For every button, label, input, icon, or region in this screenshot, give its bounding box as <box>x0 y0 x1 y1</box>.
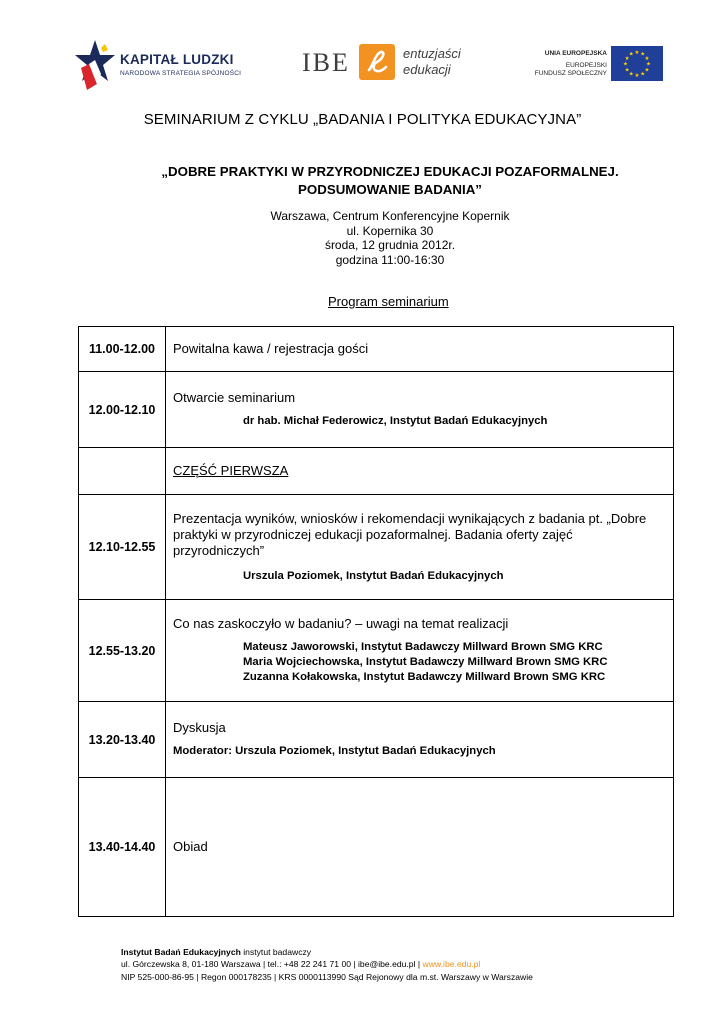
description-cell <box>166 372 674 448</box>
venue-info <box>100 209 680 267</box>
header-logos <box>0 0 725 100</box>
speaker-name: Mateusz Jaworowski, Instytut Badawczy Millward Brown SMG KRC <box>243 641 603 653</box>
footer-org-name: Instytut Badań Edukacyjnych <box>121 947 241 957</box>
eu-star-icon: ★ <box>640 71 646 78</box>
description-cell <box>166 600 674 702</box>
item-title: Co nas zaskoczyło w badaniu? – uwagi na temat realizacji <box>173 616 509 631</box>
eu-star-icon: ★ <box>634 73 640 79</box>
ibe-logo <box>302 44 472 84</box>
program-heading: Program seminarium <box>328 294 449 309</box>
description-cell <box>166 702 674 778</box>
time-cell <box>79 448 166 495</box>
time-cell: 12.55-13.20 <box>79 600 166 702</box>
eu-flag-icon <box>611 46 663 81</box>
time-cell: 13.20-13.40 <box>79 702 166 778</box>
seminar-title <box>100 163 680 199</box>
item-title: Powitalna kawa / rejestracja gości <box>173 341 369 356</box>
moderator-name: Moderator: Urszula Poziomek, Instytut Badań Edukacyjnych <box>173 745 496 757</box>
footer-address-contact: ul. Górczewska 8, 01-180 Warszawa | tel.: +48 22 241 71 00 | ibe@ibe.edu.pl | <box>121 959 423 970</box>
eu-star-icon: ★ <box>628 71 634 78</box>
footer-registry: NIP 525-000-86-95 | Regon 000178235 | KRS 0000113990 Sąd Rejonowy dla m.st. Warszawy w Warszawie <box>121 971 533 982</box>
ibe-name: IBE <box>302 48 350 77</box>
eu-text-line-2: EUROPEJSKI <box>565 62 607 69</box>
seminar-title-line-1: „DOBRE PRAKTYKI W PRZYRODNICZEJ EDUKACJI POZAFORMALNEJ. <box>161 164 619 179</box>
item-title-line: praktyki w przyrodniczej edukacji pozaformalnej. Badania oferty zajęć <box>173 526 573 542</box>
description-cell <box>166 448 674 495</box>
eu-star-icon: ★ <box>644 55 650 62</box>
table-row <box>79 495 674 600</box>
eu-star-icon: ★ <box>624 67 630 74</box>
kapital-ludzki-title: KAPITAŁ LUDZKI <box>120 52 234 67</box>
table-row <box>79 702 674 778</box>
description-cell <box>166 327 674 372</box>
kapital-ludzki-star-icon <box>75 38 115 90</box>
eu-text-line-1: UNIA EUROPEJSKA <box>544 50 607 57</box>
eu-logo <box>530 46 665 82</box>
ibe-tagline-line-2: edukacji <box>403 62 451 77</box>
eu-star-icon: ★ <box>624 55 630 62</box>
venue-line: środa, 12 grudnia 2012r. <box>324 238 456 252</box>
speaker-name: Zuzanna Kołakowska, Instytut Badawczy Millward Brown SMG KRC <box>243 671 606 683</box>
item-title: Dyskusja <box>173 720 226 735</box>
eu-star-icon: ★ <box>628 51 634 58</box>
description-cell <box>166 495 674 600</box>
footer-line-2 <box>121 958 533 970</box>
venue-line: ul. Kopernika 30 <box>346 223 434 238</box>
eu-star-icon: ★ <box>623 61 628 68</box>
item-title-line: przyrodniczych” <box>173 542 265 558</box>
eu-star-icon: ★ <box>634 50 640 56</box>
item-title: Otwarcie seminarium <box>173 390 296 405</box>
table-row <box>79 778 674 917</box>
schedule-table <box>78 326 674 917</box>
ibe-mark-icon <box>359 44 395 80</box>
part-label: CZĘŚĆ PIERWSZA <box>173 463 289 478</box>
time-cell: 13.40-14.40 <box>79 778 166 917</box>
speaker-name: Maria Wojciechowska, Instytut Badawczy Millward Brown SMG KRC <box>243 656 608 668</box>
kapital-ludzki-subtitle: NARODOWA STRATEGIA SPÓJNOŚCI <box>120 70 242 77</box>
item-title-line: Prezentacja wyników, wniosków i rekomendacji wynikających z badania pt. „Dobre <box>173 510 647 526</box>
footer-line-1 <box>121 946 533 958</box>
ibe-tagline-line-1: entuzjaści <box>403 46 461 61</box>
eu-star-icon: ★ <box>646 61 651 68</box>
footer <box>121 946 533 983</box>
eu-star-icon: ★ <box>644 67 650 74</box>
footer-website-link[interactable]: www.ibe.edu.pl <box>422 959 481 970</box>
footer-org-type: instytut badawczy <box>240 947 312 957</box>
table-row <box>79 372 674 448</box>
kapital-ludzki-logo <box>75 38 245 90</box>
item-title: Obiad <box>173 839 208 854</box>
table-row <box>79 327 674 372</box>
eu-text-line-3: FUNDUSZ SPOŁECZNY <box>534 70 607 77</box>
venue-line: Warszawa, Centrum Konferencyjne Kopernik <box>270 209 510 223</box>
time-cell: 12.00-12.10 <box>79 372 166 448</box>
description-cell <box>166 778 674 917</box>
seminar-title-line-2: PODSUMOWANIE BADANIA” <box>298 182 482 197</box>
speaker-name: dr hab. Michał Federowicz, Instytut Badań Edukacyjnych <box>243 415 548 427</box>
venue-line: godzina 11:00-16:30 <box>335 252 445 267</box>
time-cell: 11.00-12.00 <box>79 327 166 372</box>
eu-star-icon: ★ <box>640 51 646 58</box>
series-title: SEMINARIUM Z CYKLU „BADANIA I POLITYKA EDUKACYJNA” <box>143 111 582 128</box>
time-cell: 12.10-12.55 <box>79 495 166 600</box>
table-row <box>79 600 674 702</box>
table-row <box>79 448 674 495</box>
speaker-name: Urszula Poziomek, Instytut Badań Edukacyjnych <box>243 569 504 582</box>
